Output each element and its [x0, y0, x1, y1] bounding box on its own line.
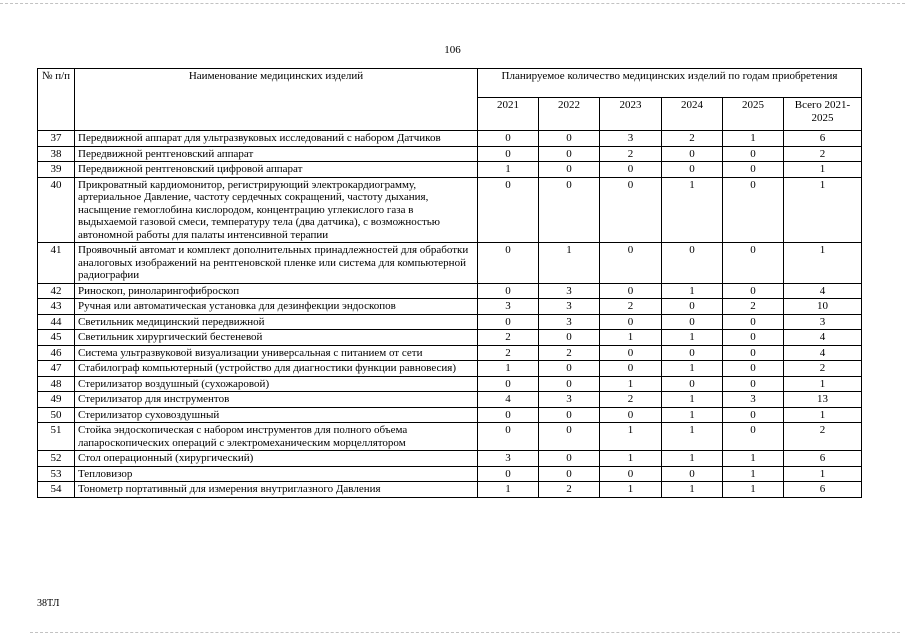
year-quantity-cell: 0: [478, 466, 539, 482]
row-number-cell: 46: [38, 345, 75, 361]
year-quantity-cell: 2: [600, 146, 662, 162]
year-quantity-cell: 0: [478, 376, 539, 392]
device-name-cell: Система ультразвуковой визуализации универсальная с питанием от сети: [75, 345, 478, 361]
year-quantity-cell: 1: [723, 466, 784, 482]
row-number-cell: 37: [38, 131, 75, 147]
column-header-planned: Планируемое количество медицинских изделий по годам приобретения: [478, 69, 862, 98]
header-row-top: [38, 69, 862, 98]
table-row: [38, 299, 862, 315]
total-cell: 4: [784, 330, 862, 346]
year-quantity-cell: 2: [539, 345, 600, 361]
table-row: [38, 146, 862, 162]
device-name-cell: Стерилизатор воздушный (сухожаровой): [75, 376, 478, 392]
year-quantity-cell: 0: [662, 314, 723, 330]
year-quantity-cell: 0: [662, 243, 723, 284]
table-row: [38, 392, 862, 408]
row-number-cell: 42: [38, 283, 75, 299]
year-quantity-cell: 1: [662, 177, 723, 243]
year-quantity-cell: 1: [662, 407, 723, 423]
year-quantity-cell: 0: [723, 376, 784, 392]
year-quantity-cell: 3: [539, 299, 600, 315]
year-quantity-cell: 3: [723, 392, 784, 408]
year-quantity-cell: 0: [539, 376, 600, 392]
year-quantity-cell: 0: [723, 243, 784, 284]
row-number-cell: 51: [38, 423, 75, 451]
table-row: [38, 283, 862, 299]
year-quantity-cell: 0: [539, 177, 600, 243]
year-quantity-cell: 1: [662, 361, 723, 377]
total-cell: 1: [784, 407, 862, 423]
device-name-cell: Риноскоп, риноларингофиброскоп: [75, 283, 478, 299]
year-quantity-cell: 0: [723, 162, 784, 178]
year-quantity-cell: 0: [539, 330, 600, 346]
year-quantity-cell: 1: [600, 423, 662, 451]
column-header-year: 2021: [478, 98, 539, 131]
table-row: [38, 162, 862, 178]
device-name-cell: Стойка эндоскопическая с набором инструментов для полного объема лапароскопических операций с электромеханическим морцеллятором: [75, 423, 478, 451]
row-number-cell: 49: [38, 392, 75, 408]
year-quantity-cell: 0: [539, 361, 600, 377]
year-quantity-cell: 1: [478, 162, 539, 178]
table-row: [38, 451, 862, 467]
year-quantity-cell: 0: [478, 314, 539, 330]
year-quantity-cell: 0: [662, 162, 723, 178]
device-name-cell: Передвижной рентгеновский аппарат: [75, 146, 478, 162]
total-cell: 4: [784, 345, 862, 361]
year-quantity-cell: 0: [539, 423, 600, 451]
year-quantity-cell: 0: [662, 345, 723, 361]
year-quantity-cell: 0: [723, 177, 784, 243]
table-row: [38, 407, 862, 423]
year-quantity-cell: 1: [539, 243, 600, 284]
year-quantity-cell: 0: [539, 146, 600, 162]
scan-artifact-top: [0, 3, 905, 4]
page-number: 106: [444, 44, 461, 56]
year-quantity-cell: 0: [539, 466, 600, 482]
row-number-cell: 39: [38, 162, 75, 178]
total-cell: 4: [784, 283, 862, 299]
row-number-cell: 43: [38, 299, 75, 315]
column-header-name: Наименование медицинских изделий: [75, 69, 478, 131]
year-quantity-cell: 1: [600, 451, 662, 467]
year-quantity-cell: 0: [600, 177, 662, 243]
total-cell: 1: [784, 243, 862, 284]
year-quantity-cell: 0: [478, 131, 539, 147]
year-quantity-cell: 0: [478, 146, 539, 162]
year-quantity-cell: 0: [539, 162, 600, 178]
device-name-cell: Светильник медицинский передвижной: [75, 314, 478, 330]
year-quantity-cell: 0: [723, 345, 784, 361]
total-cell: 1: [784, 376, 862, 392]
device-name-cell: Тонометр портативный для измерения внутриглазного Давления: [75, 482, 478, 498]
row-number-cell: 47: [38, 361, 75, 377]
year-quantity-cell: 3: [539, 314, 600, 330]
year-quantity-cell: 0: [723, 314, 784, 330]
year-quantity-cell: 0: [539, 131, 600, 147]
year-quantity-cell: 0: [662, 466, 723, 482]
row-number-cell: 54: [38, 482, 75, 498]
total-cell: 2: [784, 361, 862, 377]
total-cell: 1: [784, 162, 862, 178]
total-cell: 1: [784, 466, 862, 482]
total-cell: 1: [784, 177, 862, 243]
device-name-cell: Передвижной аппарат для ультразвуковых исследований с набором Датчиков: [75, 131, 478, 147]
table-row: [38, 376, 862, 392]
year-quantity-cell: 0: [600, 407, 662, 423]
year-quantity-cell: 0: [600, 361, 662, 377]
table-row: [38, 361, 862, 377]
year-quantity-cell: 3: [539, 283, 600, 299]
year-quantity-cell: 0: [600, 466, 662, 482]
total-cell: 6: [784, 451, 862, 467]
column-header-year: 2023: [600, 98, 662, 131]
device-name-cell: Проявочный автомат и комплект дополнительных принадлежностей для обработки аналоговых изображений на рентгеновской пленке или система для компьютерной радиографии: [75, 243, 478, 284]
year-quantity-cell: 2: [539, 482, 600, 498]
table-row: [38, 314, 862, 330]
year-quantity-cell: 2: [600, 299, 662, 315]
year-quantity-cell: 0: [539, 407, 600, 423]
row-number-cell: 41: [38, 243, 75, 284]
year-quantity-cell: 0: [662, 146, 723, 162]
year-quantity-cell: 1: [662, 451, 723, 467]
table-row: [38, 345, 862, 361]
row-number-cell: 52: [38, 451, 75, 467]
year-quantity-cell: 2: [600, 392, 662, 408]
device-name-cell: Тепловизор: [75, 466, 478, 482]
year-quantity-cell: 0: [723, 361, 784, 377]
device-name-cell: Стол операционный (хирургический): [75, 451, 478, 467]
year-quantity-cell: 0: [539, 451, 600, 467]
year-quantity-cell: 1: [478, 482, 539, 498]
year-quantity-cell: 2: [662, 131, 723, 147]
year-quantity-cell: 0: [662, 376, 723, 392]
year-quantity-cell: 1: [478, 361, 539, 377]
year-quantity-cell: 3: [478, 451, 539, 467]
column-header-year: 2024: [662, 98, 723, 131]
year-quantity-cell: 0: [600, 283, 662, 299]
year-quantity-cell: 0: [662, 299, 723, 315]
table-row: [38, 482, 862, 498]
year-quantity-cell: 2: [478, 330, 539, 346]
row-number-cell: 45: [38, 330, 75, 346]
year-quantity-cell: 0: [723, 330, 784, 346]
year-quantity-cell: 0: [723, 283, 784, 299]
year-quantity-cell: 3: [600, 131, 662, 147]
year-quantity-cell: 1: [662, 330, 723, 346]
device-name-cell: Стерилизатор для инструментов: [75, 392, 478, 408]
device-name-cell: Ручная или автоматическая установка для дезинфекции эндоскопов: [75, 299, 478, 315]
year-quantity-cell: 0: [478, 243, 539, 284]
year-quantity-cell: 0: [723, 423, 784, 451]
year-quantity-cell: 1: [600, 376, 662, 392]
year-quantity-cell: 0: [600, 314, 662, 330]
device-name-cell: Светильник хирургический бестеневой: [75, 330, 478, 346]
table-row: [38, 466, 862, 482]
year-quantity-cell: 0: [478, 407, 539, 423]
total-cell: 2: [784, 423, 862, 451]
column-header-total: Всего 2021-2025: [784, 98, 862, 131]
year-quantity-cell: 0: [600, 162, 662, 178]
scan-artifact-bottom: [30, 632, 900, 633]
row-number-cell: 38: [38, 146, 75, 162]
column-header-number: № п/п: [38, 69, 75, 131]
table-row: [38, 243, 862, 284]
device-name-cell: Передвижной рентгеновский цифровой аппарат: [75, 162, 478, 178]
column-header-year: 2022: [539, 98, 600, 131]
year-quantity-cell: 1: [662, 392, 723, 408]
year-quantity-cell: 1: [662, 283, 723, 299]
year-quantity-cell: 3: [539, 392, 600, 408]
table-row: [38, 330, 862, 346]
device-name-cell: Стабилограф компьютерный (устройство для диагностики функции равновесия): [75, 361, 478, 377]
total-cell: 3: [784, 314, 862, 330]
year-quantity-cell: 1: [600, 482, 662, 498]
total-cell: 6: [784, 482, 862, 498]
table-row: [38, 423, 862, 451]
year-quantity-cell: 3: [478, 299, 539, 315]
total-cell: 10: [784, 299, 862, 315]
row-number-cell: 44: [38, 314, 75, 330]
year-quantity-cell: 1: [600, 330, 662, 346]
document-code: 38ТЛ: [37, 598, 60, 609]
year-quantity-cell: 4: [478, 392, 539, 408]
table-body: [38, 131, 862, 498]
device-name-cell: Прикроватный кардиомонитор, регистрирующий электрокардиограмму, артериальное Давление, частоту сердечных сокращений, частоту дыхания, насыщение гемоглобина кислородом, концентрацию углекислого газа в выдыхаемой газовой смеси, температуру тела (два датчика), с возможностью автономной работы для палаты интенсивной терапии: [75, 177, 478, 243]
total-cell: 2: [784, 146, 862, 162]
row-number-cell: 53: [38, 466, 75, 482]
table-row: [38, 131, 862, 147]
year-quantity-cell: 1: [723, 131, 784, 147]
total-cell: 6: [784, 131, 862, 147]
year-quantity-cell: 0: [723, 407, 784, 423]
device-name-cell: Стерилизатор суховоздушный: [75, 407, 478, 423]
year-quantity-cell: 2: [478, 345, 539, 361]
year-quantity-cell: 0: [478, 283, 539, 299]
table-header: [38, 69, 862, 131]
year-quantity-cell: 0: [478, 423, 539, 451]
total-cell: 13: [784, 392, 862, 408]
row-number-cell: 50: [38, 407, 75, 423]
year-quantity-cell: 1: [723, 451, 784, 467]
row-number-cell: 48: [38, 376, 75, 392]
year-quantity-cell: 0: [478, 177, 539, 243]
year-quantity-cell: 1: [662, 482, 723, 498]
year-quantity-cell: 1: [723, 482, 784, 498]
row-number-cell: 40: [38, 177, 75, 243]
year-quantity-cell: 0: [600, 345, 662, 361]
year-quantity-cell: 1: [662, 423, 723, 451]
table-row: [38, 177, 862, 243]
year-quantity-cell: 0: [723, 146, 784, 162]
year-quantity-cell: 2: [723, 299, 784, 315]
year-quantity-cell: 0: [600, 243, 662, 284]
equipment-table: [37, 68, 862, 498]
column-header-year: 2025: [723, 98, 784, 131]
